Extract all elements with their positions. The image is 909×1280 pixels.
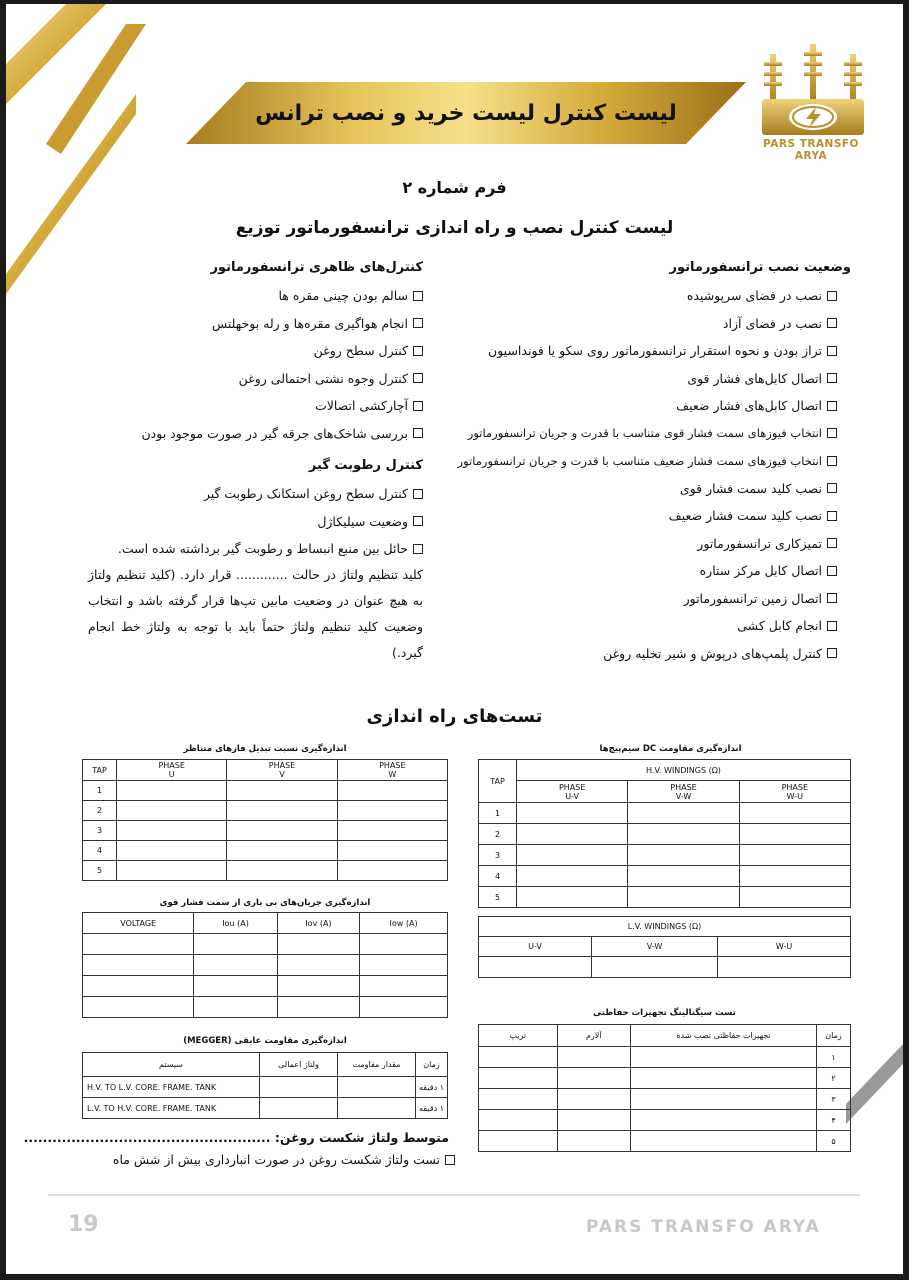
input-cell[interactable] bbox=[479, 1131, 558, 1152]
tap-cell: 3 bbox=[479, 845, 517, 866]
input-cell[interactable] bbox=[277, 955, 359, 976]
input-cell[interactable] bbox=[227, 781, 337, 801]
input-cell[interactable] bbox=[517, 803, 628, 824]
visual-item[interactable]: آچارکشی اتصالات bbox=[142, 392, 424, 420]
table-row bbox=[479, 1089, 851, 1110]
input-cell[interactable] bbox=[360, 934, 448, 955]
table-row bbox=[83, 955, 448, 976]
megger-col-header: مقدار مقاومت bbox=[338, 1053, 416, 1077]
input-cell[interactable] bbox=[628, 866, 739, 887]
input-cell[interactable] bbox=[631, 1068, 817, 1089]
installation-item[interactable]: اتصال کابل‌های فشار قوی bbox=[458, 365, 837, 393]
input-cell[interactable] bbox=[631, 1047, 817, 1068]
checkbox-icon[interactable] bbox=[827, 621, 837, 631]
checkbox-icon[interactable] bbox=[827, 483, 837, 493]
phase-header: PHASE U-V bbox=[517, 781, 628, 803]
input-cell[interactable] bbox=[360, 976, 448, 997]
checkbox-icon[interactable] bbox=[827, 511, 837, 521]
table-row bbox=[479, 824, 851, 845]
tap-cell: 5 bbox=[83, 861, 117, 881]
input-cell[interactable] bbox=[83, 934, 194, 955]
tap-cell: 4 bbox=[83, 841, 117, 861]
visual-checklist bbox=[142, 282, 424, 447]
tap-cell: 5 bbox=[479, 887, 517, 908]
checkbox-icon[interactable] bbox=[827, 593, 837, 603]
input-cell[interactable] bbox=[117, 801, 227, 821]
footer-brand: PARS TRANSFO ARYA bbox=[586, 1217, 821, 1237]
table-row bbox=[83, 997, 448, 1018]
time-cell: ۲ bbox=[817, 1068, 851, 1089]
oil-breakdown-average: متوسط ولتاژ شکست روغن: .................................................... bbox=[23, 1130, 449, 1145]
input-cell[interactable] bbox=[517, 845, 628, 866]
input-cell[interactable] bbox=[517, 887, 628, 908]
checkbox-icon[interactable] bbox=[413, 428, 423, 438]
checkbox-icon[interactable] bbox=[413, 318, 423, 328]
dc-resistance-caption: اندازه‌گیری مقاومت DC سیم‌پیچ‌ها bbox=[599, 744, 742, 754]
installation-item[interactable]: اتصال زمین ترانسفورماتور bbox=[458, 585, 837, 613]
input-cell[interactable] bbox=[517, 824, 628, 845]
input-cell[interactable] bbox=[739, 866, 850, 887]
input-cell[interactable] bbox=[557, 1131, 631, 1152]
installation-item[interactable]: کنترل پلمپ‌های درپوش و شیر تخلیه روغن bbox=[458, 640, 837, 668]
signaling-col-header: تجهیزات حفاظتی نصب شده bbox=[631, 1025, 817, 1047]
visual-item[interactable]: سالم بودن چینی مقره ها bbox=[142, 282, 424, 310]
checkbox-icon[interactable] bbox=[827, 456, 837, 466]
input-cell[interactable] bbox=[739, 845, 850, 866]
installation-item[interactable]: نصب کلید سمت فشار قوی bbox=[458, 475, 837, 503]
table-row bbox=[479, 1068, 851, 1089]
input-cell[interactable] bbox=[337, 821, 447, 841]
input-cell[interactable] bbox=[628, 824, 739, 845]
checkbox-icon[interactable] bbox=[827, 428, 837, 438]
table-row bbox=[479, 957, 851, 978]
table-row bbox=[83, 821, 448, 841]
input-cell[interactable] bbox=[479, 1110, 558, 1131]
page-number: 19 bbox=[68, 1212, 99, 1237]
gray-stripe-decoration bbox=[846, 1044, 903, 1124]
gold-stripes-decoration bbox=[6, 4, 186, 294]
noload-col-header: Iow (A) bbox=[360, 913, 448, 934]
table-row bbox=[479, 845, 851, 866]
megger-col-header: سیستم bbox=[83, 1053, 260, 1077]
document-page bbox=[6, 4, 903, 1274]
visual-section-title: کنترل‌های ظاهری ترانسفورماتور bbox=[210, 260, 423, 275]
signaling-col-header: آلارم bbox=[557, 1025, 631, 1047]
form-title: لیست کنترل نصب و راه اندازی ترانسفورماتور توزیع bbox=[235, 218, 674, 238]
tap-header: TAP bbox=[479, 760, 517, 803]
time-cell: ۱ دقیقه bbox=[416, 1098, 448, 1119]
table-row bbox=[479, 887, 851, 908]
checkbox-icon[interactable] bbox=[827, 538, 837, 548]
input-cell[interactable] bbox=[194, 997, 277, 1018]
input-cell[interactable] bbox=[194, 976, 277, 997]
lv-header: L.V. WINDINGS (Ω) bbox=[479, 917, 851, 937]
oil-test-item[interactable]: تست ولتاژ شکست روغن در صورت انبارداری بیش از شش ماه bbox=[113, 1152, 455, 1167]
noload-table bbox=[82, 912, 448, 1018]
logo-text: PARS TRANSFO ARYA bbox=[763, 138, 859, 162]
visual-item[interactable]: بررسی شاخک‌های جرقه گیر در صورت موجود بودن bbox=[142, 420, 424, 448]
megger-col-header: ولتاژ اعمالی bbox=[260, 1053, 338, 1077]
visual-item[interactable]: کنترل سطح روغن bbox=[142, 337, 424, 365]
noload-col-header: Iov (A) bbox=[277, 913, 359, 934]
input-cell[interactable] bbox=[628, 803, 739, 824]
dc-resistance-table bbox=[478, 759, 851, 908]
checkbox-icon[interactable] bbox=[413, 401, 423, 411]
megger-col-header: زمان bbox=[416, 1053, 448, 1077]
installation-item[interactable]: اتصال کابل مرکز ستاره bbox=[458, 557, 837, 585]
installation-item[interactable]: نصب در فضای سرپوشیده bbox=[458, 282, 837, 310]
phase-header: PHASE U bbox=[117, 760, 227, 781]
time-cell: ۱ دقیقه bbox=[416, 1077, 448, 1098]
input-cell[interactable] bbox=[117, 821, 227, 841]
moisture-checklist bbox=[118, 480, 423, 563]
input-cell[interactable] bbox=[631, 1089, 817, 1110]
time-cell: ۳ bbox=[817, 1089, 851, 1110]
input-cell[interactable] bbox=[194, 934, 277, 955]
signaling-caption: تست سیگنالینگ تجهیزات حفاظتی bbox=[593, 1008, 736, 1018]
input-cell[interactable] bbox=[83, 955, 194, 976]
table-row bbox=[83, 1098, 448, 1119]
input-cell[interactable] bbox=[591, 957, 717, 978]
input-cell[interactable] bbox=[739, 803, 850, 824]
input-cell[interactable] bbox=[227, 801, 337, 821]
time-cell: ۱ bbox=[817, 1047, 851, 1068]
input-cell[interactable] bbox=[479, 1047, 558, 1068]
input-cell[interactable] bbox=[628, 887, 739, 908]
tap-cell: 2 bbox=[479, 824, 517, 845]
table-row bbox=[83, 1077, 448, 1098]
input-cell[interactable] bbox=[117, 781, 227, 801]
input-cell[interactable] bbox=[227, 821, 337, 841]
checkbox-icon[interactable] bbox=[445, 1155, 455, 1165]
input-cell[interactable] bbox=[260, 1077, 338, 1098]
phase-header: PHASE W-U bbox=[739, 781, 850, 803]
input-cell[interactable] bbox=[338, 1077, 416, 1098]
system-cell: L.V. TO H.V. CORE. FRAME. TANK bbox=[83, 1098, 260, 1119]
noload-col-header: Iou (A) bbox=[194, 913, 277, 934]
tap-cell: 3 bbox=[83, 821, 117, 841]
table-row bbox=[479, 803, 851, 824]
table-row bbox=[83, 781, 448, 801]
phase-header: PHASE V-W bbox=[628, 781, 739, 803]
lv-col-header: U-V bbox=[479, 937, 592, 957]
signaling-col-header: تریپ bbox=[479, 1025, 558, 1047]
banner-title: لیست کنترل لیست خرید و نصب ترانس bbox=[255, 100, 677, 126]
footer-divider bbox=[48, 1194, 860, 1196]
tap-cell: 2 bbox=[83, 801, 117, 821]
input-cell[interactable] bbox=[557, 1110, 631, 1131]
checkbox-icon[interactable] bbox=[413, 516, 423, 526]
checkbox-icon[interactable] bbox=[827, 373, 837, 383]
input-cell[interactable] bbox=[337, 801, 447, 821]
moisture-item[interactable]: کنترل سطح روغن استکانک رطوبت گیر bbox=[118, 480, 423, 508]
table-row bbox=[479, 1131, 851, 1152]
installation-item[interactable]: نصب کلید سمت فشار ضعیف bbox=[458, 502, 837, 530]
installation-item[interactable]: نصب در فضای آزاد bbox=[458, 310, 837, 338]
input-cell[interactable] bbox=[277, 976, 359, 997]
tests-title: تست‌های راه اندازی bbox=[366, 706, 543, 727]
form-number: فرم شماره ۲ bbox=[402, 178, 507, 197]
input-cell[interactable] bbox=[631, 1131, 817, 1152]
installation-item[interactable]: تراز بودن و نحوه استقرار ترانسفورماتور روی سکو یا فونداسیون bbox=[458, 337, 837, 365]
installation-item[interactable]: انتخاب فیوزهای سمت فشار ضعیف متناسب با قدرت و جریان ترانسفورماتور bbox=[458, 447, 837, 475]
moisture-item[interactable]: وضعیت سیلیکاژل bbox=[118, 508, 423, 536]
checkbox-icon[interactable] bbox=[413, 291, 423, 301]
tap-cell: 1 bbox=[479, 803, 517, 824]
signaling-table bbox=[478, 1024, 851, 1152]
tap-cell: 4 bbox=[479, 866, 517, 887]
megger-caption: اندازه‌گیری مقاومت عایقی (MEGGER) bbox=[183, 1036, 347, 1046]
input-cell[interactable] bbox=[260, 1098, 338, 1119]
input-cell[interactable] bbox=[83, 997, 194, 1018]
lv-windings-table bbox=[478, 916, 851, 978]
hv-header: H.V. WINDINGS (Ω) bbox=[517, 760, 851, 781]
installation-item[interactable]: تمیزکاری ترانسفورماتور bbox=[458, 530, 837, 558]
checkbox-icon[interactable] bbox=[827, 318, 837, 328]
input-cell[interactable] bbox=[360, 997, 448, 1018]
tap-header: TAP bbox=[83, 760, 117, 781]
system-cell: H.V. TO L.V. CORE. FRAME. TANK bbox=[83, 1077, 260, 1098]
tap-cell: 1 bbox=[83, 781, 117, 801]
table-row bbox=[83, 976, 448, 997]
checkbox-icon[interactable] bbox=[827, 291, 837, 301]
table-row bbox=[83, 801, 448, 821]
visual-item[interactable]: انجام هواگیری مقره‌ها و رله بوخهلتس bbox=[142, 310, 424, 338]
noload-caption: اندازه‌گیری جریان‌های بی باری از سمت فشار قوی bbox=[159, 898, 371, 908]
checkbox-icon[interactable] bbox=[827, 566, 837, 576]
table-row bbox=[83, 841, 448, 861]
checkbox-icon[interactable] bbox=[827, 648, 837, 658]
table-row bbox=[479, 866, 851, 887]
time-cell: ۴ bbox=[817, 1110, 851, 1131]
phase-header: PHASE W bbox=[337, 760, 447, 781]
table-row bbox=[479, 1047, 851, 1068]
installation-section-title: وضعیت نصب ترانسفورماتور bbox=[669, 260, 851, 275]
installation-item[interactable]: اتصال کابل‌های فشار ضعیف bbox=[458, 392, 837, 420]
checkbox-icon[interactable] bbox=[827, 346, 837, 356]
input-cell[interactable] bbox=[628, 845, 739, 866]
ratio-table bbox=[82, 759, 448, 881]
table-row bbox=[83, 861, 448, 881]
input-cell[interactable] bbox=[479, 957, 592, 978]
input-cell[interactable] bbox=[337, 781, 447, 801]
input-cell[interactable] bbox=[557, 1068, 631, 1089]
ratio-caption: اندازه‌گیری نسبت تبدیل فازهای متناظر bbox=[183, 744, 347, 754]
table-row bbox=[479, 1110, 851, 1131]
input-cell[interactable] bbox=[631, 1110, 817, 1131]
input-cell[interactable] bbox=[718, 957, 851, 978]
checkbox-icon[interactable] bbox=[413, 544, 423, 554]
installation-item[interactable]: انجام کابل کشی bbox=[458, 612, 837, 640]
input-cell[interactable] bbox=[337, 841, 447, 861]
moisture-section-title: کنترل رطوبت گیر bbox=[308, 458, 423, 473]
input-cell[interactable] bbox=[83, 976, 194, 997]
signaling-col-header: زمان bbox=[817, 1025, 851, 1047]
lv-col-header: W-U bbox=[718, 937, 851, 957]
input-cell[interactable] bbox=[479, 1089, 558, 1110]
megger-table bbox=[82, 1052, 448, 1119]
input-cell[interactable] bbox=[557, 1089, 631, 1110]
checkbox-icon[interactable] bbox=[413, 373, 423, 383]
noload-col-header: VOLTAGE bbox=[83, 913, 194, 934]
tap-changer-note: کلید تنظیم ولتاژ در حالت ............. قرار دارد. (کلید تنظیم ولتاژ به هیچ عنوان در وضعیت مابین تپ‌ها قرار گرفته باشد و انتخاب وضعیت کلید تنظیم ولتاژ حتماً باید با توجه به ولتاژ خط انجام گیرد.) bbox=[88, 567, 423, 660]
input-cell[interactable] bbox=[337, 861, 447, 881]
input-cell[interactable] bbox=[227, 861, 337, 881]
input-cell[interactable] bbox=[277, 934, 359, 955]
time-cell: ۵ bbox=[817, 1131, 851, 1152]
input-cell[interactable] bbox=[739, 824, 850, 845]
checkbox-icon[interactable] bbox=[827, 401, 837, 411]
company-logo-icon bbox=[758, 44, 868, 139]
visual-item[interactable]: کنترل وجوه نشتی احتمالی روغن bbox=[142, 365, 424, 393]
lv-col-header: V-W bbox=[591, 937, 717, 957]
input-cell[interactable] bbox=[360, 955, 448, 976]
checkbox-icon[interactable] bbox=[413, 346, 423, 356]
moisture-item[interactable]: حائل بین منبع انبساط و رطوبت گیر برداشته شده است. bbox=[118, 535, 423, 563]
input-cell[interactable] bbox=[338, 1098, 416, 1119]
input-cell[interactable] bbox=[517, 866, 628, 887]
installation-checklist bbox=[458, 282, 837, 667]
input-cell[interactable] bbox=[479, 1068, 558, 1089]
checkbox-icon[interactable] bbox=[413, 489, 423, 499]
table-row bbox=[83, 934, 448, 955]
input-cell[interactable] bbox=[739, 887, 850, 908]
installation-item[interactable]: انتخاب فیوزهای سمت فشار قوی متناسب با قدرت و جریان ترانسفورماتور bbox=[458, 420, 837, 448]
input-cell[interactable] bbox=[194, 955, 277, 976]
input-cell[interactable] bbox=[557, 1047, 631, 1068]
phase-header: PHASE V bbox=[227, 760, 337, 781]
input-cell[interactable] bbox=[227, 841, 337, 861]
input-cell[interactable] bbox=[117, 861, 227, 881]
input-cell[interactable] bbox=[117, 841, 227, 861]
input-cell[interactable] bbox=[277, 997, 359, 1018]
